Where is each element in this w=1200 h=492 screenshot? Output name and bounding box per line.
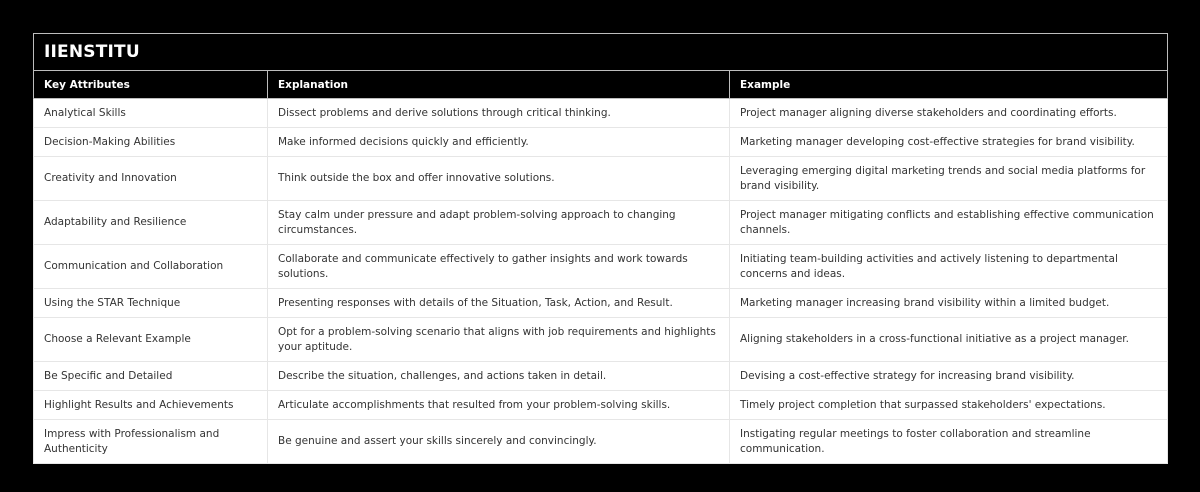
table-row bbox=[34, 420, 1168, 464]
column-header-explanation: Explanation bbox=[268, 71, 730, 99]
attribute-cell: Analytical Skills bbox=[34, 99, 268, 128]
example-cell: Marketing manager developing cost-effective strategies for brand visibility. bbox=[730, 128, 1168, 157]
table-row bbox=[34, 289, 1168, 318]
attribute-cell: Creativity and Innovation bbox=[34, 157, 268, 201]
column-header-example: Example bbox=[730, 71, 1168, 99]
column-header-key-attributes: Key Attributes bbox=[34, 71, 268, 99]
explanation-cell: Think outside the box and offer innovative solutions. bbox=[268, 157, 730, 201]
explanation-cell: Collaborate and communicate effectively to gather insights and work towards solutions. bbox=[268, 245, 730, 289]
explanation-cell: Make informed decisions quickly and efficiently. bbox=[268, 128, 730, 157]
table-row bbox=[34, 245, 1168, 289]
example-cell: Project manager aligning diverse stakeholders and coordinating efforts. bbox=[730, 99, 1168, 128]
attribute-cell: Highlight Results and Achievements bbox=[34, 391, 268, 420]
example-cell: Leveraging emerging digital marketing trends and social media platforms for brand visibility. bbox=[730, 157, 1168, 201]
table-row bbox=[34, 128, 1168, 157]
attribute-cell: Communication and Collaboration bbox=[34, 245, 268, 289]
explanation-cell: Opt for a problem-solving scenario that aligns with job requirements and highlights your aptitude. bbox=[268, 318, 730, 362]
example-cell: Project manager mitigating conflicts and establishing effective communication channels. bbox=[730, 201, 1168, 245]
table-row bbox=[34, 157, 1168, 201]
example-cell: Instigating regular meetings to foster collaboration and streamline communication. bbox=[730, 420, 1168, 464]
attribute-cell: Adaptability and Resilience bbox=[34, 201, 268, 245]
example-cell: Marketing manager increasing brand visibility within a limited budget. bbox=[730, 289, 1168, 318]
example-cell: Aligning stakeholders in a cross-functional initiative as a project manager. bbox=[730, 318, 1168, 362]
explanation-cell: Presenting responses with details of the Situation, Task, Action, and Result. bbox=[268, 289, 730, 318]
explanation-cell: Articulate accomplishments that resulted from your problem-solving skills. bbox=[268, 391, 730, 420]
title-row bbox=[34, 34, 1168, 71]
attribute-cell: Be Specific and Detailed bbox=[34, 362, 268, 391]
table-row bbox=[34, 362, 1168, 391]
attribute-cell: Decision-Making Abilities bbox=[34, 128, 268, 157]
explanation-cell: Stay calm under pressure and adapt problem-solving approach to changing circumstances. bbox=[268, 201, 730, 245]
table-row bbox=[34, 201, 1168, 245]
table-body bbox=[34, 99, 1168, 464]
header-row bbox=[34, 71, 1168, 99]
attribute-cell: Using the STAR Technique bbox=[34, 289, 268, 318]
explanation-cell: Be genuine and assert your skills sincerely and convincingly. bbox=[268, 420, 730, 464]
table-row bbox=[34, 391, 1168, 420]
table-row bbox=[34, 99, 1168, 128]
attribute-cell: Impress with Professionalism and Authenticity bbox=[34, 420, 268, 464]
attribute-cell: Choose a Relevant Example bbox=[34, 318, 268, 362]
explanation-cell: Dissect problems and derive solutions through critical thinking. bbox=[268, 99, 730, 128]
table-container bbox=[33, 33, 1167, 464]
example-cell: Devising a cost-effective strategy for increasing brand visibility. bbox=[730, 362, 1168, 391]
table-title: IIENSTITU bbox=[34, 34, 1168, 71]
example-cell: Timely project completion that surpassed stakeholders' expectations. bbox=[730, 391, 1168, 420]
example-cell: Initiating team-building activities and actively listening to departmental concerns and ideas. bbox=[730, 245, 1168, 289]
table-row bbox=[34, 318, 1168, 362]
explanation-cell: Describe the situation, challenges, and actions taken in detail. bbox=[268, 362, 730, 391]
attributes-table bbox=[33, 33, 1168, 464]
